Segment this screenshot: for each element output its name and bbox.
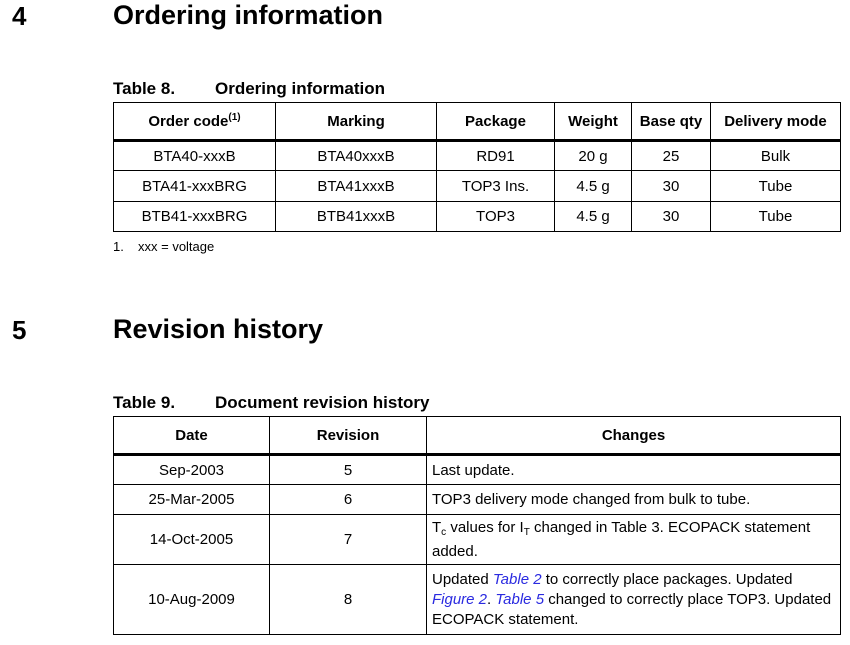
cell-package: RD91 bbox=[437, 141, 555, 171]
cell-changes: $T_c$ values for $I_T$ changed in Table 3. ECOPACK statement added. bbox=[427, 515, 841, 565]
table-8-caption-number: Table 8. bbox=[113, 79, 176, 98]
header-package: Package bbox=[437, 103, 555, 141]
table-8-caption bbox=[113, 79, 385, 99]
table-row bbox=[114, 455, 841, 485]
header-order-code: Order code$^{(1)}$ bbox=[114, 103, 276, 141]
table-2-link[interactable]: Table 2 bbox=[492, 570, 542, 588]
cell-base-qty: 30 bbox=[632, 171, 711, 202]
cell-date: 25-Mar-2005 bbox=[114, 485, 270, 515]
footnote-text: xxx = voltage bbox=[138, 239, 215, 254]
section-5-title: Revision history bbox=[113, 314, 324, 344]
figure-2-link[interactable]: Figure 2 bbox=[432, 590, 488, 608]
cell-changes: TOP3 delivery mode changed from bulk to tube. bbox=[427, 485, 841, 515]
cell-changes: Updated Table 2 to correctly place packages. Updated Figure 2. Table 5 changed to correctly place TOP3. Updated ECOPACK statement. bbox=[427, 565, 841, 635]
header-weight: Weight bbox=[555, 103, 632, 141]
cell-base-qty: 25 bbox=[632, 141, 711, 171]
cell-changes: Last update. bbox=[427, 455, 841, 485]
cell-marking: BTA41xxxB bbox=[276, 171, 437, 202]
cell-order-code: BTA41-xxxBRG bbox=[114, 171, 276, 202]
cell-package: TOP3 bbox=[437, 202, 555, 232]
cell-revision: 5 bbox=[270, 455, 427, 485]
table-row bbox=[114, 485, 841, 515]
table-9-caption-number: Table 9. bbox=[113, 393, 176, 412]
cell-revision: 6 bbox=[270, 485, 427, 515]
footnote-number: 1. bbox=[113, 239, 124, 254]
table-row bbox=[114, 202, 841, 232]
table-row bbox=[114, 515, 841, 565]
cell-marking: BTB41xxxB bbox=[276, 202, 437, 232]
header-delivery-mode: Delivery mode bbox=[711, 103, 841, 141]
section-4-number: 4 bbox=[12, 1, 27, 31]
table-9-caption-title: Document revision history bbox=[215, 393, 430, 412]
cell-marking: BTA40xxxB bbox=[276, 141, 437, 171]
cell-revision: 8 bbox=[270, 565, 427, 635]
section-4-title: Ordering information bbox=[113, 0, 383, 30]
header-changes: Changes bbox=[427, 417, 841, 455]
section-5-number: 5 bbox=[12, 315, 27, 345]
cell-weight: 4.5 g bbox=[555, 202, 632, 232]
revision-history-table bbox=[113, 416, 841, 635]
cell-date: 10-Aug-2009 bbox=[114, 565, 270, 635]
table-header-row bbox=[114, 103, 841, 141]
header-base-qty: Base qty bbox=[632, 103, 711, 141]
cell-order-code: BTA40-xxxB bbox=[114, 141, 276, 171]
cell-order-code: BTB41-xxxBRG bbox=[114, 202, 276, 232]
table-5-link[interactable]: Table 5 bbox=[495, 590, 545, 608]
header-date: Date bbox=[114, 417, 270, 455]
table-8-footnote bbox=[113, 239, 214, 254]
table-row bbox=[114, 141, 841, 171]
ordering-information-table bbox=[113, 102, 841, 232]
cell-date: Sep-2003 bbox=[114, 455, 270, 485]
footnote-marker: (1) bbox=[228, 112, 241, 123]
table-row bbox=[114, 171, 841, 202]
cell-delivery-mode: Tube bbox=[711, 171, 841, 202]
table-row bbox=[114, 565, 841, 635]
header-marking: Marking bbox=[276, 103, 437, 141]
header-revision: Revision bbox=[270, 417, 427, 455]
table-9-caption bbox=[113, 393, 429, 413]
cell-date: 14-Oct-2005 bbox=[114, 515, 270, 565]
table-header-row bbox=[114, 417, 841, 455]
cell-weight: 20 g bbox=[555, 141, 632, 171]
cell-package: TOP3 Ins. bbox=[437, 171, 555, 202]
cell-delivery-mode: Tube bbox=[711, 202, 841, 232]
cell-delivery-mode: Bulk bbox=[711, 141, 841, 171]
cell-revision: 7 bbox=[270, 515, 427, 565]
cell-base-qty: 30 bbox=[632, 202, 711, 232]
table-8-caption-title: Ordering information bbox=[215, 79, 385, 98]
cell-weight: 4.5 g bbox=[555, 171, 632, 202]
